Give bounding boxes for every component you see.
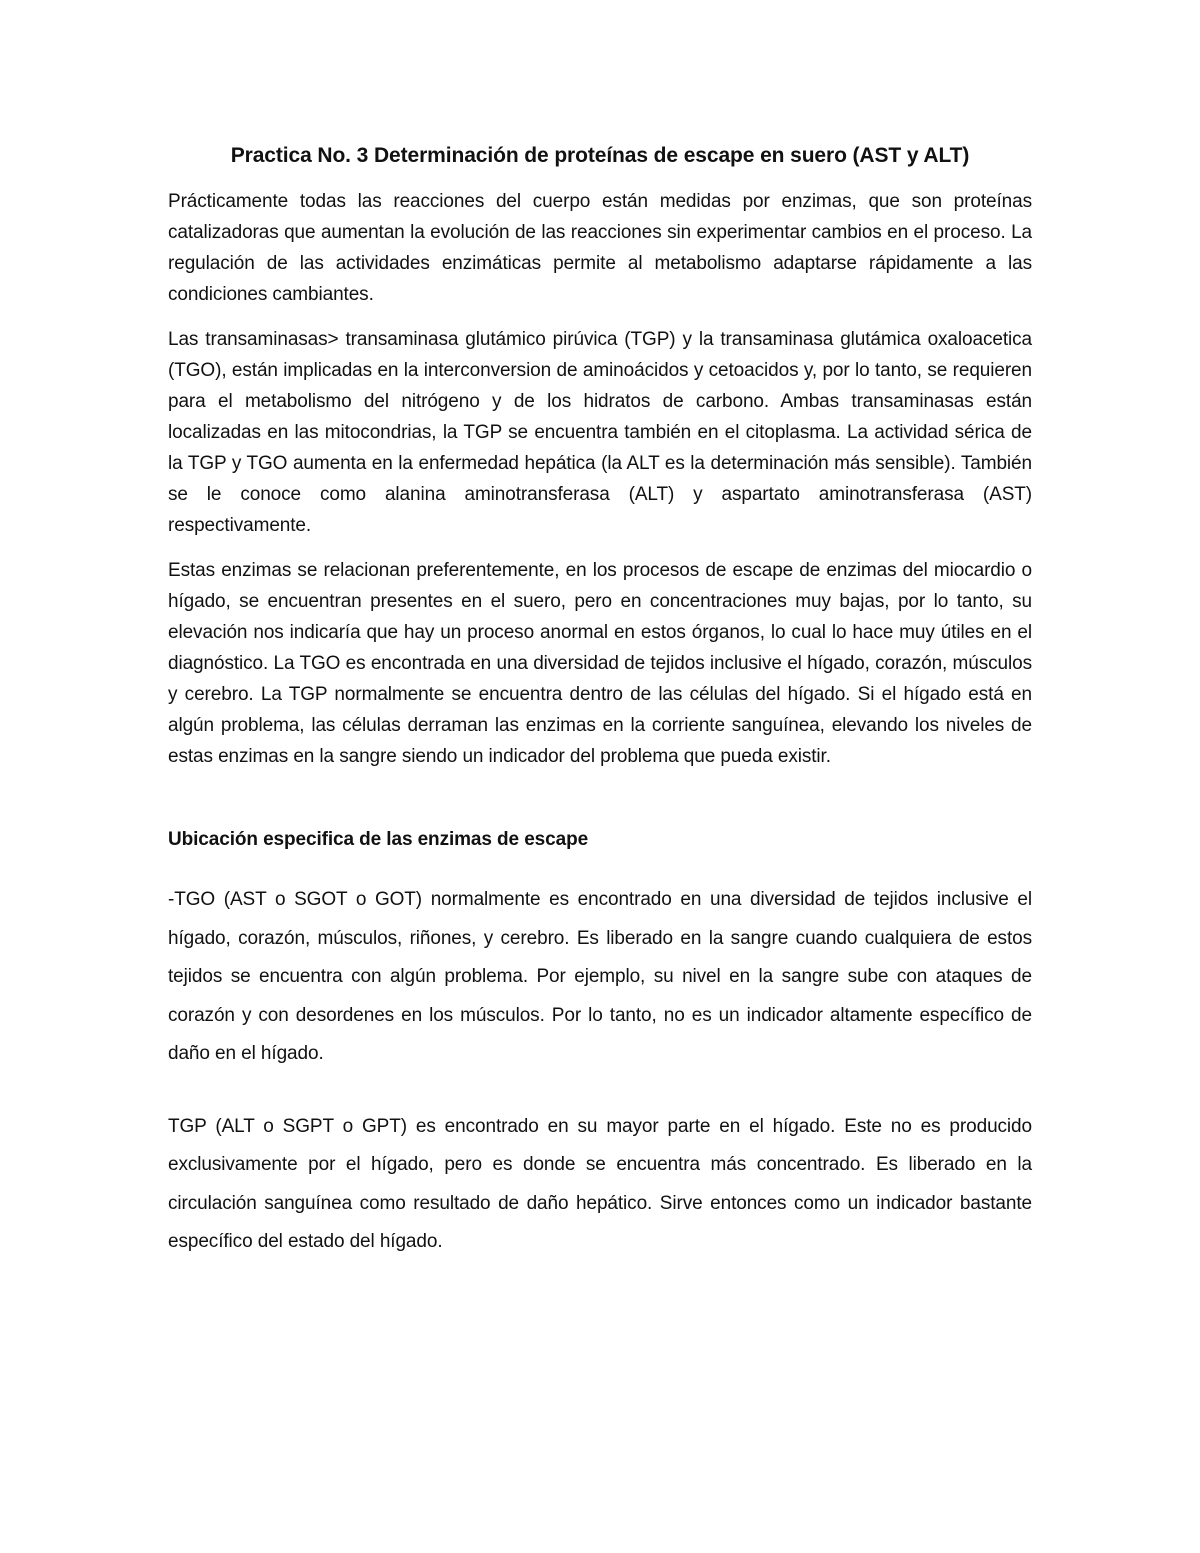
paragraph-tgo: -TGO (AST o SGOT o GOT) normalmente es encontrado en una diversidad de tejidos inclusive el hígado, corazón, músculos, riñones, y cerebro. Es liberado en la sangre cuando cualquiera de estos tejidos se encuentra con algún problema. Por ejemplo, su nivel en la sangre sube con ataques de corazón y con desordenes en los músculos. Por lo tanto, no es un indicador altamente específico de daño en el hígado. <box>168 889 1032 1064</box>
section-heading: Ubicación especifica de las enzimas de escape <box>168 829 589 850</box>
paragraph-transaminases: Las transaminasas> transaminasa glutámico pirúvica (TGP) y la transaminasa glutámica oxaloacetica (TGO), están implicadas en la interconversion de aminoácidos y cetoacidos y, por lo tanto, se requieren para el metabolismo del nitrógeno y de los hidratos de carbono. Ambas transaminasas están localizadas en las mitocondrias, la TGP se encuentra también en el citoplasma. La actividad sérica de la TGP y TGO aumenta en la enfermedad hepática (la ALT es la determinación más sensible). También se le conoce como alanina aminotransferasa (ALT) y aspartato aminotransferasa (AST) respectivamente. <box>168 329 1032 536</box>
paragraph-tgp: TGP (ALT o SGPT o GPT) es encontrado en su mayor parte en el hígado. Este no es producido exclusivamente por el hígado, pero es donde se encuentra más concentrado. Es liberado en la circulación sanguínea como resultado de daño hepático. Sirve entonces como un indicador bastante específico del estado del hígado. <box>168 1115 1032 1252</box>
document-title: Practica No. 3 Determinación de proteínas de escape en suero (AST y ALT) <box>230 144 970 167</box>
paragraph-intro: Prácticamente todas las reacciones del cuerpo están medidas por enzimas, que son proteínas catalizadoras que aumentan la evolución de las reacciones sin experimentar cambios en el proceso. La regulación de las actividades enzimáticas permite al metabolismo adaptarse rápidamente a las condiciones cambiantes. <box>168 191 1032 305</box>
document-page <box>168 140 1032 1296</box>
paragraph-escape-enzymes: Estas enzimas se relacionan preferentemente, en los procesos de escape de enzimas del miocardio o hígado, se encuentran presentes en el suero, pero en concentraciones muy bajas, por lo tanto, su elevación nos indicaría que hay un proceso anormal en estos órganos, lo cual lo hace muy útiles en el diagnóstico. La TGO es encontrada en una diversidad de tejidos inclusive el hígado, corazón, músculos y cerebro. La TGP normalmente se encuentra dentro de las células del hígado. Si el hígado está en algún problema, las células derraman las enzimas en la corriente sanguínea, elevando los niveles de estas enzimas en la sangre siendo un indicador del problema que pueda existir. <box>168 560 1032 767</box>
